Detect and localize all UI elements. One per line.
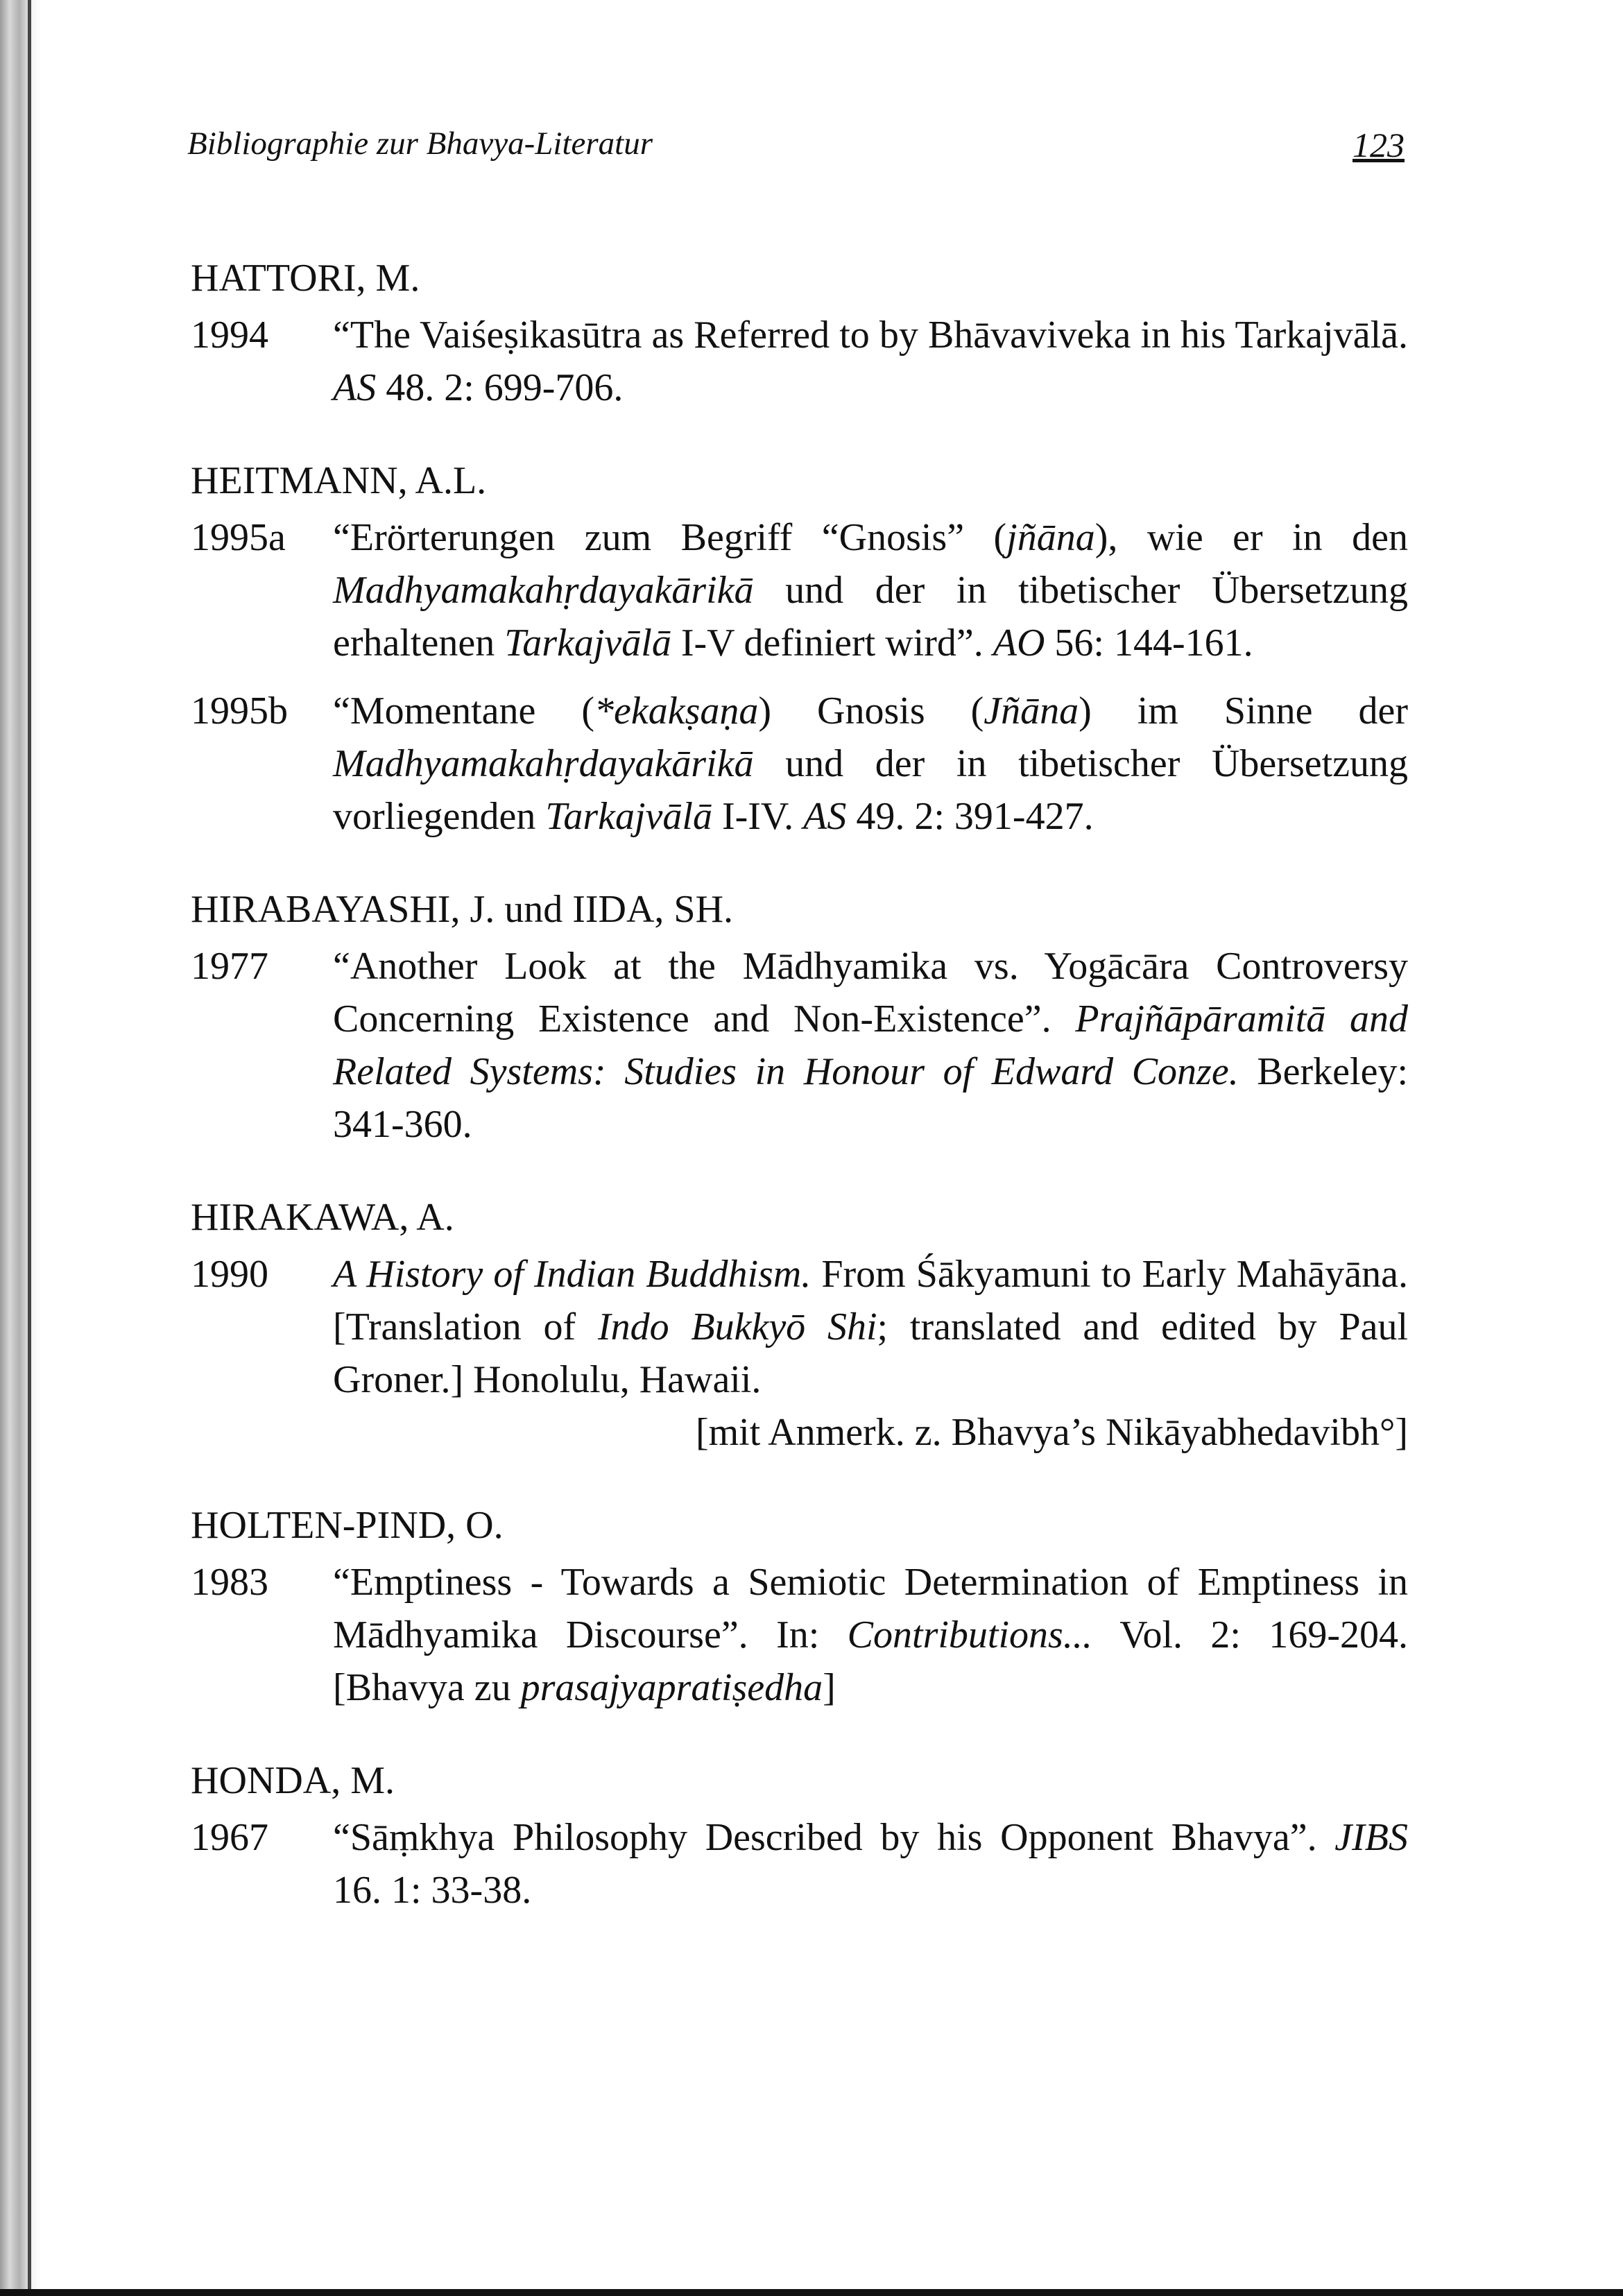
entry-text-part: “Emptiness - Towards a Semiotic Determination of Emptiness in Mādhyamika Discourse”. In: bbox=[333, 1561, 1408, 1656]
entry-text bbox=[333, 940, 1408, 1151]
bibliography-entry bbox=[191, 1811, 1408, 1917]
entry-year: 1995b bbox=[191, 689, 288, 733]
entry-text-part: “Momentane ( bbox=[333, 689, 594, 733]
author-name: HATTORI, M. bbox=[191, 257, 420, 300]
entry-text-part: I-V definiert wird”. bbox=[671, 622, 993, 665]
bibliography-section-hirakawa bbox=[191, 1192, 1408, 1459]
bibliography-entry bbox=[191, 685, 1408, 843]
entry-text-italic: Jñāna bbox=[984, 689, 1079, 733]
entry-text-part: und der in tibetischer Übersetzung erhaltenen bbox=[333, 569, 1408, 665]
entry-year: 1994 bbox=[191, 314, 268, 357]
page-binding-edge bbox=[0, 0, 42, 2296]
entry-reference: 16. 1: 33-38. bbox=[333, 1869, 532, 1912]
bibliography-section-hirabayashi bbox=[191, 884, 1408, 1151]
entry-year: 1983 bbox=[191, 1561, 268, 1604]
author-name: HOLTEN-PIND, O. bbox=[191, 1504, 504, 1547]
journal-abbrev: AS bbox=[803, 795, 847, 838]
entry-year: 1967 bbox=[191, 1816, 268, 1859]
page-bottom-edge bbox=[0, 2289, 1623, 2296]
entry-text-part: “Another Look at the Mādhyamika vs. Yogācāra Controversy Concerning Existence and Non-Existence”. bbox=[333, 945, 1408, 1040]
journal-abbrev: AO bbox=[993, 622, 1045, 665]
running-title: Bibliographie zur Bhavya-Literatur bbox=[187, 126, 653, 162]
entry-year: 1990 bbox=[191, 1253, 268, 1296]
bibliography-section-holten-pind bbox=[191, 1500, 1408, 1714]
entry-text bbox=[333, 685, 1408, 843]
page-number: 123 bbox=[1352, 126, 1405, 164]
bibliography-entry bbox=[191, 1248, 1408, 1459]
entry-text-italic: jñāna bbox=[1006, 516, 1095, 559]
entry-text-part: I-IV. bbox=[712, 795, 804, 838]
entry-text-part: ) Gnosis ( bbox=[758, 689, 984, 733]
bibliography-entry bbox=[191, 511, 1408, 669]
entry-reference: 48. 2: 699-706. bbox=[386, 366, 624, 409]
entry-text-part: ), wie er in den bbox=[1094, 516, 1408, 559]
entry-text-part: ) im Sinne der bbox=[1079, 689, 1409, 733]
entry-reference: Berkeley: 341-360. bbox=[333, 1050, 1409, 1146]
bibliography-section-heitmann bbox=[191, 456, 1408, 843]
entry-reference: 49. 2: 391-427. bbox=[846, 795, 1094, 838]
entry-year: 1995a bbox=[191, 516, 286, 559]
entry-text-part: From Śākyamuni to Early Mahāyāna. [Translation of bbox=[333, 1253, 1408, 1348]
bibliography-section-hattori bbox=[191, 253, 1408, 414]
entry-title: “The Vaiśeṣikasūtra as Referred to by Bhāvaviveka in his Tarkajvālā. bbox=[333, 314, 1408, 357]
entry-year: 1977 bbox=[191, 945, 268, 988]
entry-text bbox=[333, 1811, 1408, 1917]
entry-text-part: “Erörterungen zum Begriff “Gnosis” ( bbox=[333, 516, 1007, 559]
entry-text-italic: *ekakṣaṇa bbox=[594, 689, 759, 733]
entry-text-italic: A History of Indian Buddhism. bbox=[333, 1253, 812, 1296]
entry-text-italic: Contributions... bbox=[847, 1613, 1092, 1656]
author-name: HEITMANN, A.L. bbox=[191, 459, 487, 502]
entry-text-part: und der in tibetischer Übersetzung vorliegenden bbox=[333, 742, 1408, 838]
bibliography-entry bbox=[191, 1556, 1408, 1714]
binding-shadow-line bbox=[28, 0, 31, 2296]
author-name: HIRABAYASHI, J. und IIDA, SH. bbox=[191, 888, 734, 931]
entry-text-part: “Sāṃkhya Philosophy Described by his Opponent Bhavya”. bbox=[333, 1816, 1335, 1859]
entry-text-part: ] bbox=[823, 1666, 836, 1709]
entry-text-part: ; translated and edited by Paul Groner.] Honolulu, Hawaii. bbox=[333, 1305, 1409, 1401]
journal-abbrev: JIBS bbox=[1334, 1816, 1408, 1859]
bibliography-entry bbox=[191, 940, 1408, 1151]
page-header bbox=[187, 125, 1405, 173]
entry-text bbox=[333, 1556, 1408, 1714]
entry-text-part: Vol. 2: 169-204. [Bhavya zu bbox=[333, 1613, 1409, 1709]
author-name: HIRAKAWA, A. bbox=[191, 1196, 454, 1239]
entry-text-italic: Tarkajvālā bbox=[504, 622, 671, 665]
entry-text-italic: Indo Bukkyō Shi bbox=[597, 1305, 877, 1348]
entry-reference: 56: 144-161. bbox=[1045, 622, 1253, 665]
entry-text-italic: Madhyamakahṛdayakārikā bbox=[333, 742, 754, 785]
bibliography-section-honda bbox=[191, 1756, 1408, 1917]
entry-text bbox=[333, 511, 1408, 669]
bibliography-list bbox=[191, 253, 1408, 1958]
bibliography-entry bbox=[191, 309, 1408, 414]
entry-text-italic: Prajñāpāramitā and Related Systems: Studies in Honour of Edward Conze. bbox=[333, 997, 1408, 1093]
entry-text bbox=[333, 309, 1408, 414]
entry-text-italic: prasajyapratiṣedha bbox=[520, 1666, 823, 1709]
entry-text bbox=[333, 1248, 1408, 1459]
entry-note: [mit Anmerk. z. Bhavya’s Nikāyabhedavibh°] bbox=[695, 1411, 1408, 1454]
author-name: HONDA, M. bbox=[191, 1759, 395, 1802]
entry-text-italic: Tarkajvālā bbox=[545, 795, 712, 838]
journal-abbrev: AS bbox=[333, 366, 377, 409]
entry-text-italic: Madhyamakahṛdayakārikā bbox=[333, 569, 754, 612]
